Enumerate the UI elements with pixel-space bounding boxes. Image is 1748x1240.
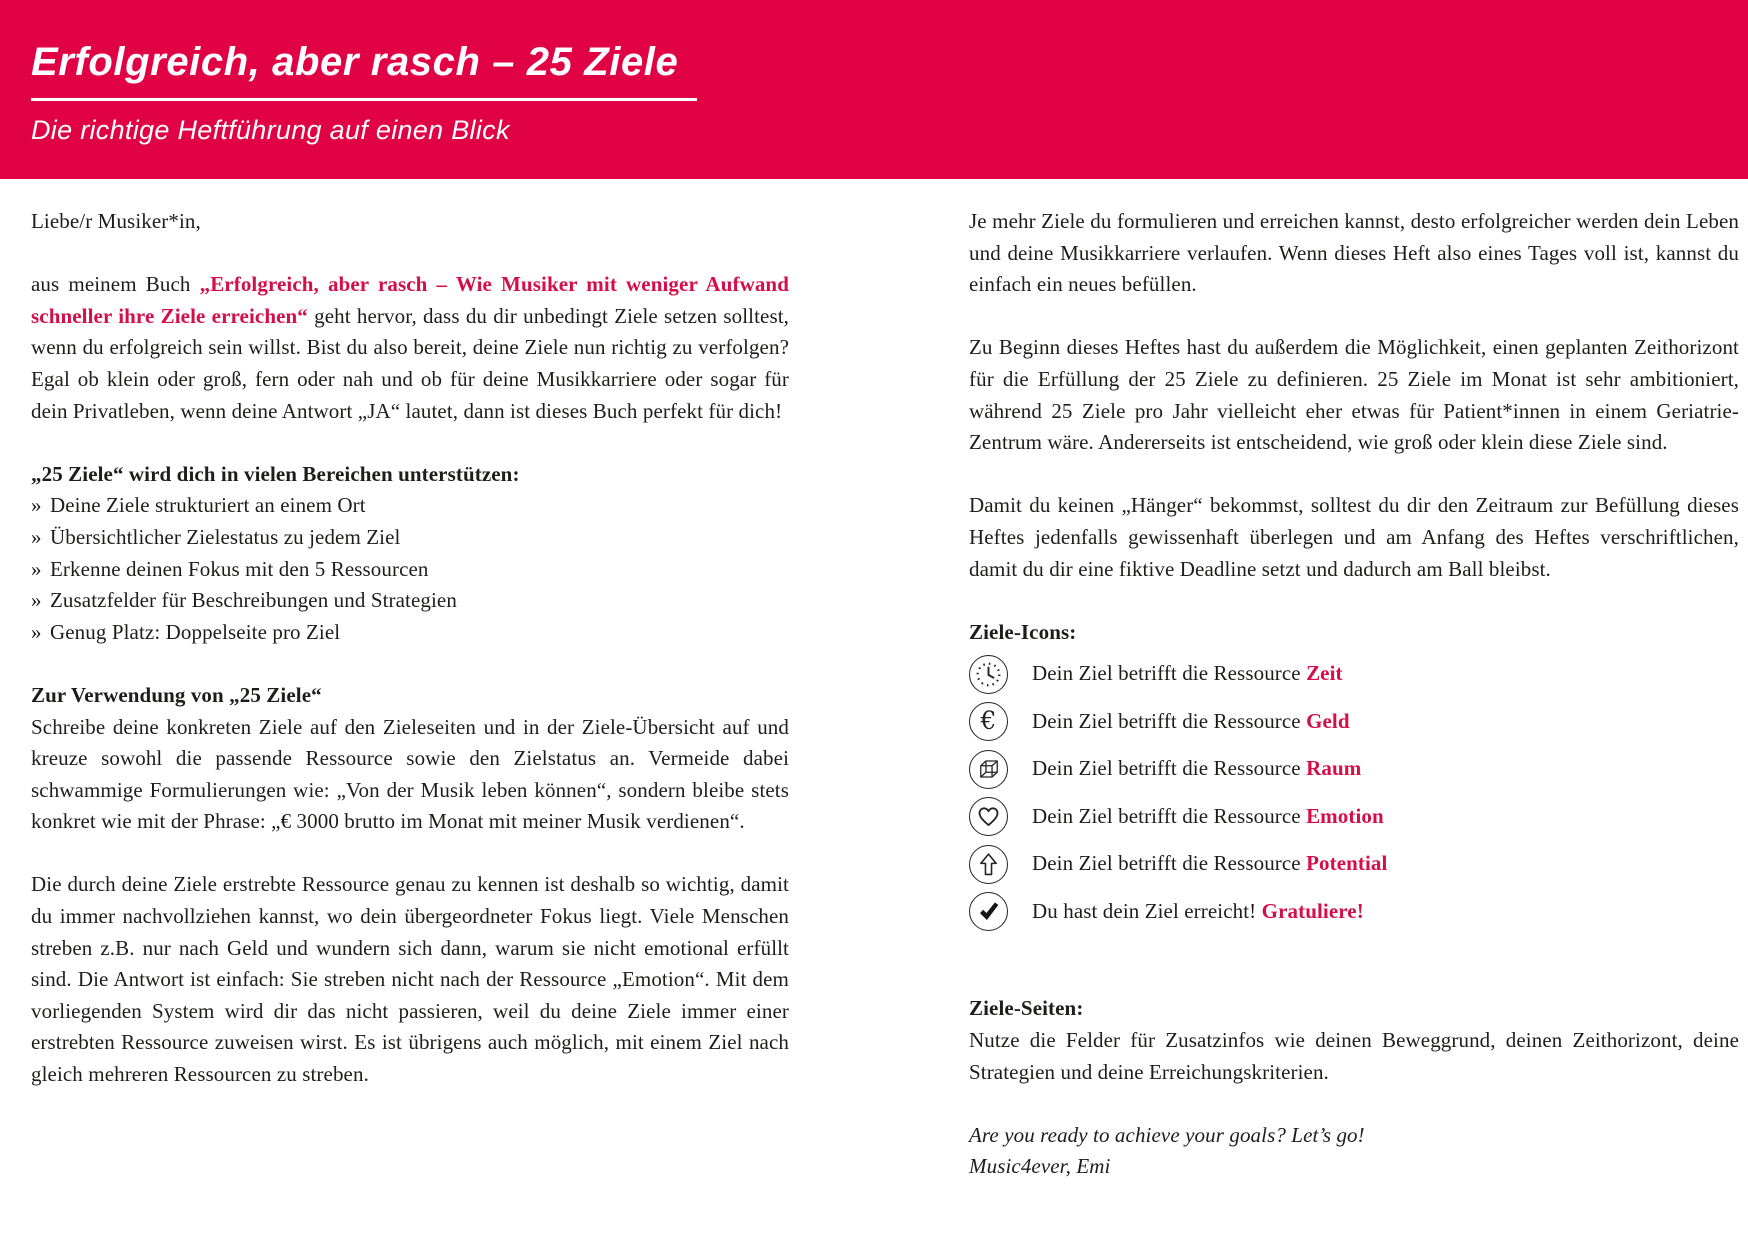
paragraph: Zu Beginn dieses Heftes hast du außerdem die Möglichkeit, einen geplanten Zeithorizont für die Erfüllung der 25 Ziele zu definieren. 25 Ziele im Monat ist sehr ambitioniert, während 25 Ziele pro Jahr vielleicht eher etwas für Patient*innen in einem Geriatrie-Zentrum wäre. Andererseits ist entscheidend, wie groß oder klein diese Ziele sind.	[969, 335, 1739, 455]
legend-row-raum	[969, 745, 1739, 793]
intro-paragraph	[31, 269, 789, 427]
bullet-marker: »	[31, 588, 42, 613]
salutation: Liebe/r Musiker*in,	[31, 209, 201, 233]
list-item-text: Erkenne deinen Fokus mit den 5 Ressourcen	[50, 556, 429, 581]
arrow-up-icon	[969, 845, 1008, 884]
bullet-marker: »	[31, 524, 42, 549]
resource-highlight: Potential	[1306, 851, 1388, 876]
list-item	[31, 490, 789, 522]
legend-label	[1032, 658, 1343, 690]
goal-icons-legend	[969, 650, 1739, 935]
usage-paragraph: Schreibe deine konkreten Ziele auf den Zieleseiten und in der Ziele-Übersicht auf und kreuze sowohl die passende Ressource sowie den Zielstatus an. Vermeide dabei schwammige Formulierungen wie: „Von der Musik leben können“, sondern bleibe stets konkret wie mit der Phrase: „€ 3000 brutto im Monat mit meiner Musik verdienen“.	[31, 714, 789, 834]
paragraph: Damit du keinen „Hänger“ bekommst, solltest du dir den Zeitraum zur Befüllung dieses Heftes jedenfalls gewissenhaft überlegen und am Anfang des Heftes verschriftlichen, damit du dir eine fiktive Deadline setzt und dadurch am Ball bleibst.	[969, 493, 1739, 581]
legend-text: Dein Ziel betrifft die Ressource	[1032, 803, 1307, 828]
legend-row-zeit	[969, 650, 1739, 698]
list-item-text: Übersichtlicher Zielestatus zu jedem Ziel	[50, 524, 401, 549]
list-item	[31, 617, 789, 649]
benefits-list	[31, 490, 789, 648]
right-column	[969, 206, 1739, 1183]
achieved-highlight: Gratuliere!	[1261, 898, 1364, 923]
focus-paragraph: Die durch deine Ziele erstrebte Ressource genau zu kennen ist deshalb so wichtig, damit du immer nachvollziehen kannst, wo dein übergeordneter Fokus liegt. Viele Menschen streben z.B. nur nach Geld und wundern sich dann, warum sie nicht emotional erfüllt sind. Die Antwort ist einfach: Sie streben nicht nach der Ressource „Emotion“. Mit dem vorliegenden System wird dir das nicht passieren, weil du deine Ziele immer einer erstrebten Ressource zuweisen wirst. Es ist übrigens auch möglich, mit einem Ziel nach gleich mehreren Ressourcen zu streben.	[31, 872, 789, 1087]
page-body	[0, 179, 1748, 1183]
bullet-marker: »	[31, 493, 42, 518]
legend-row-erreicht	[969, 888, 1739, 936]
clock-icon	[969, 655, 1008, 694]
paragraph: Je mehr Ziele du formulieren und erreichen kannst, desto erfolgreicher werden dein Leben und deine Musikkarriere verlaufen. Wenn dieses Heft also eines Tages voll ist, kannst du einfach ein neues befüllen.	[969, 209, 1739, 297]
intro-text-after: geht hervor, dass du dir unbedingt Ziele setzen solltest, wenn du erfolgreich sein willst. Bist du also bereit, deine Ziele nun richtig zu verfolgen? Egal ob klein oder groß, fern oder nah und ob für deine Musikkarriere oder sogar für dein Privatleben, wenn deine Antwort „JA“ lautet, dann ist dieses Buch perfekt für dich!	[31, 303, 789, 423]
support-heading: „25 Ziele“ wird dich in vielen Bereichen unterstützen:	[31, 461, 520, 486]
legend-text: Dein Ziel betrifft die Ressource	[1032, 756, 1307, 781]
legend-label	[1032, 801, 1384, 833]
header-banner	[0, 0, 1748, 179]
legend-row-geld	[969, 698, 1739, 746]
closing-question: Are you ready to achieve your goals? Let’s go!	[969, 1122, 1365, 1147]
bullet-marker: »	[31, 619, 42, 644]
list-item-text: Zusatzfelder für Beschreibungen und Strategien	[50, 588, 457, 613]
resource-highlight: Zeit	[1306, 661, 1343, 686]
pages-heading: Ziele-Seiten:	[969, 996, 1084, 1021]
legend-label	[1032, 848, 1387, 880]
euro-glyph: €	[980, 706, 997, 736]
title-rule	[31, 98, 697, 101]
heart-icon	[969, 797, 1008, 836]
left-column	[31, 206, 789, 1183]
legend-row-potential	[969, 840, 1739, 888]
legend-label	[1032, 706, 1350, 738]
list-item-text: Deine Ziele strukturiert an einem Ort	[50, 493, 366, 518]
legend-text: Dein Ziel betrifft die Ressource	[1032, 661, 1307, 686]
usage-heading: Zur Verwendung von „25 Ziele“	[31, 682, 322, 707]
resource-highlight: Geld	[1306, 708, 1350, 733]
legend-row-emotion	[969, 793, 1739, 841]
bullet-marker: »	[31, 556, 42, 581]
list-item-text: Genug Platz: Doppelseite pro Ziel	[50, 619, 341, 644]
intro-text-before: aus meinem Buch	[31, 272, 200, 297]
list-item	[31, 585, 789, 617]
icons-heading: Ziele-Icons:	[969, 619, 1077, 644]
resource-highlight: Emotion	[1306, 803, 1384, 828]
page-subtitle: Die richtige Heftführung auf einen Blick	[31, 115, 510, 145]
legend-label	[1032, 753, 1361, 785]
pages-paragraph: Nutze die Felder für Zusatzinfos wie deinen Beweggrund, deinen Zeithorizont, deine Strategien und deine Erreichungskriterien.	[969, 1027, 1739, 1084]
list-item	[31, 554, 789, 586]
legend-label	[1032, 896, 1364, 928]
intro-book-title-highlight: „Erfolgreich, aber rasch – Wie Musiker mit weniger Aufwand schneller ihre Ziele erreichen“	[31, 272, 789, 328]
closing-note	[969, 1120, 1739, 1183]
legend-text: Dein Ziel betrifft die Ressource	[1032, 708, 1307, 733]
legend-text: Dein Ziel betrifft die Ressource	[1032, 851, 1307, 876]
signature: Music4ever, Emi	[969, 1154, 1111, 1179]
page-title: Erfolgreich, aber rasch – 25 Ziele	[31, 40, 679, 84]
list-item	[31, 522, 789, 554]
euro-icon	[969, 702, 1008, 741]
resource-highlight: Raum	[1306, 756, 1362, 781]
check-icon	[969, 892, 1008, 931]
legend-text: Du hast dein Ziel erreicht!	[1032, 898, 1262, 923]
cube-icon	[969, 750, 1008, 789]
